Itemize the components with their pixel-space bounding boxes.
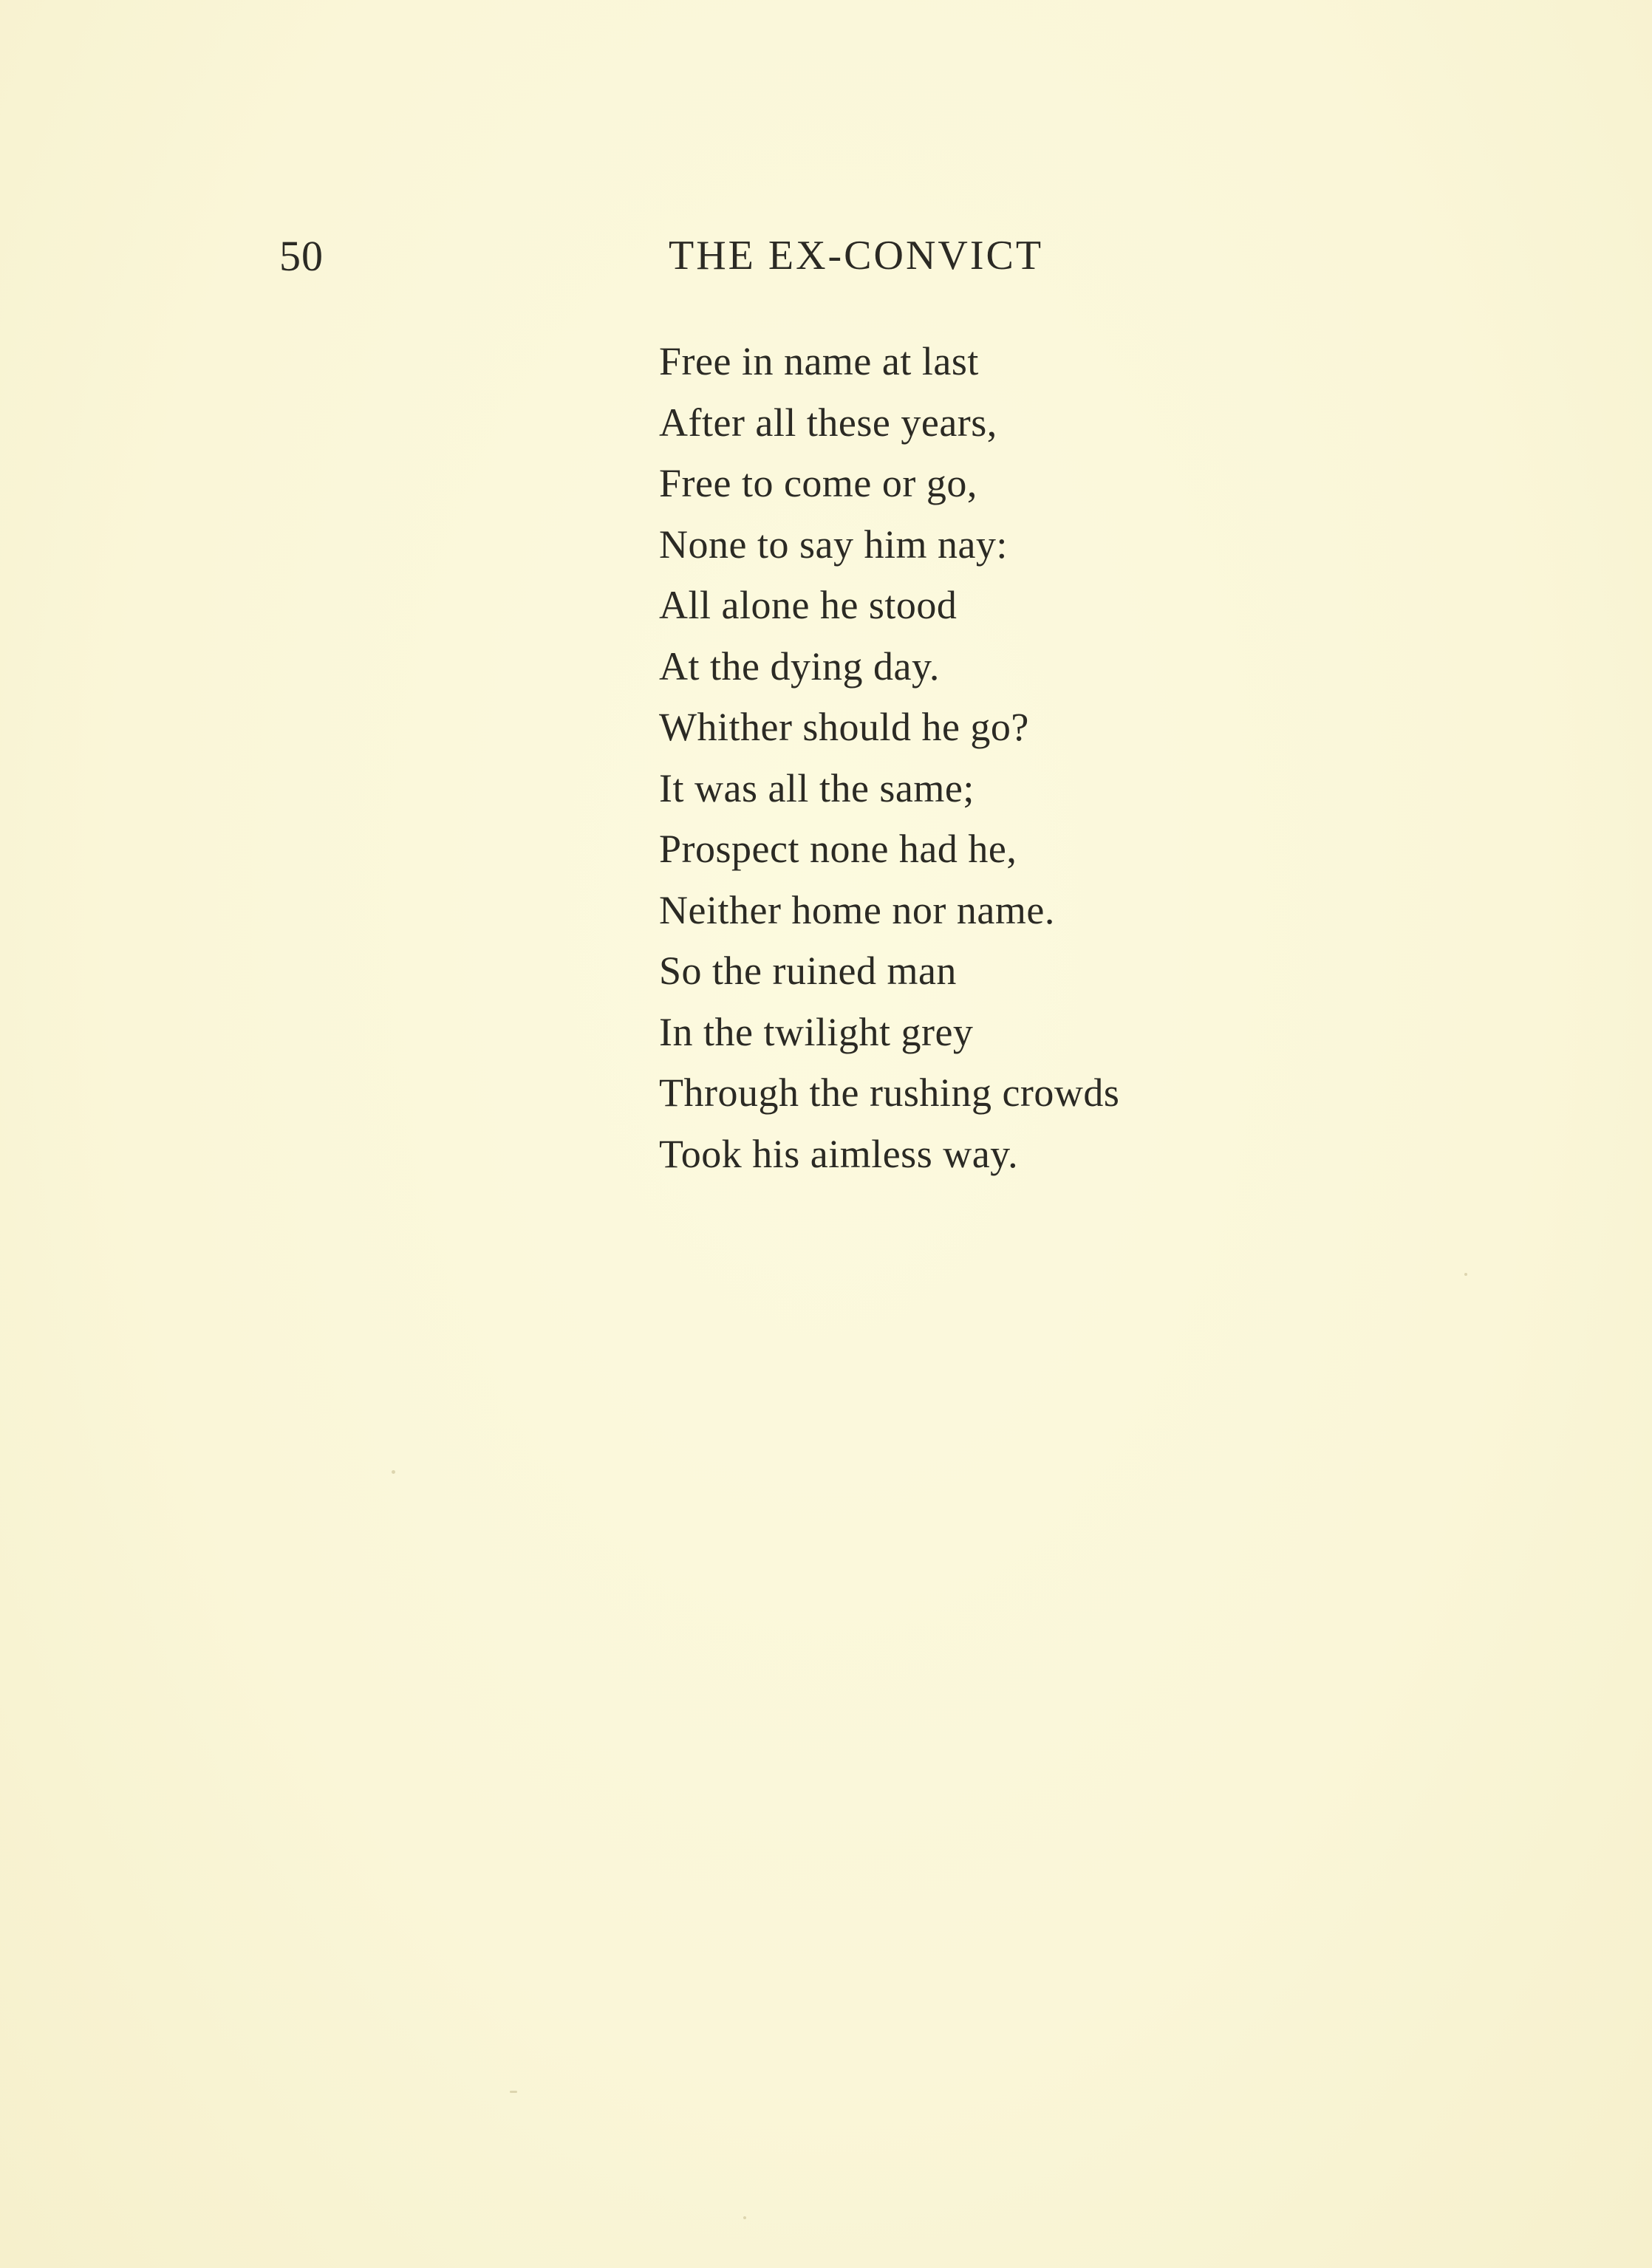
poem-line: Neither home nor name.	[659, 887, 1055, 932]
poem-line: Free to come or go,	[659, 461, 977, 505]
poem-line: It was all the same;	[659, 765, 975, 810]
poem-line: After all these years,	[659, 400, 997, 445]
paper-speck	[743, 2216, 746, 2219]
paper-speck	[510, 2091, 517, 2093]
poem-line: At the dying day.	[659, 643, 940, 689]
poem-line: Took his aimless way.	[659, 1131, 1019, 1176]
page-number: 50	[279, 232, 324, 280]
poem-line: Through the rushing crowds	[659, 1070, 1120, 1115]
poem-line: All alone he stood	[659, 583, 958, 627]
paper-speck	[1464, 1273, 1467, 1276]
poem-line: Prospect none had he,	[659, 827, 1017, 871]
poem-line: None to say him nay:	[659, 522, 1008, 567]
poem-line: Free in name at last	[659, 339, 979, 383]
poem-line: So the ruined man	[659, 949, 957, 993]
poem-body	[659, 331, 1119, 1184]
running-title: THE EX-CONVICT	[669, 233, 1044, 279]
paper-speck	[392, 1470, 395, 1474]
poem-line: Whither should he go?	[659, 705, 1029, 749]
poem-line: In the twilight grey	[659, 1009, 974, 1054]
